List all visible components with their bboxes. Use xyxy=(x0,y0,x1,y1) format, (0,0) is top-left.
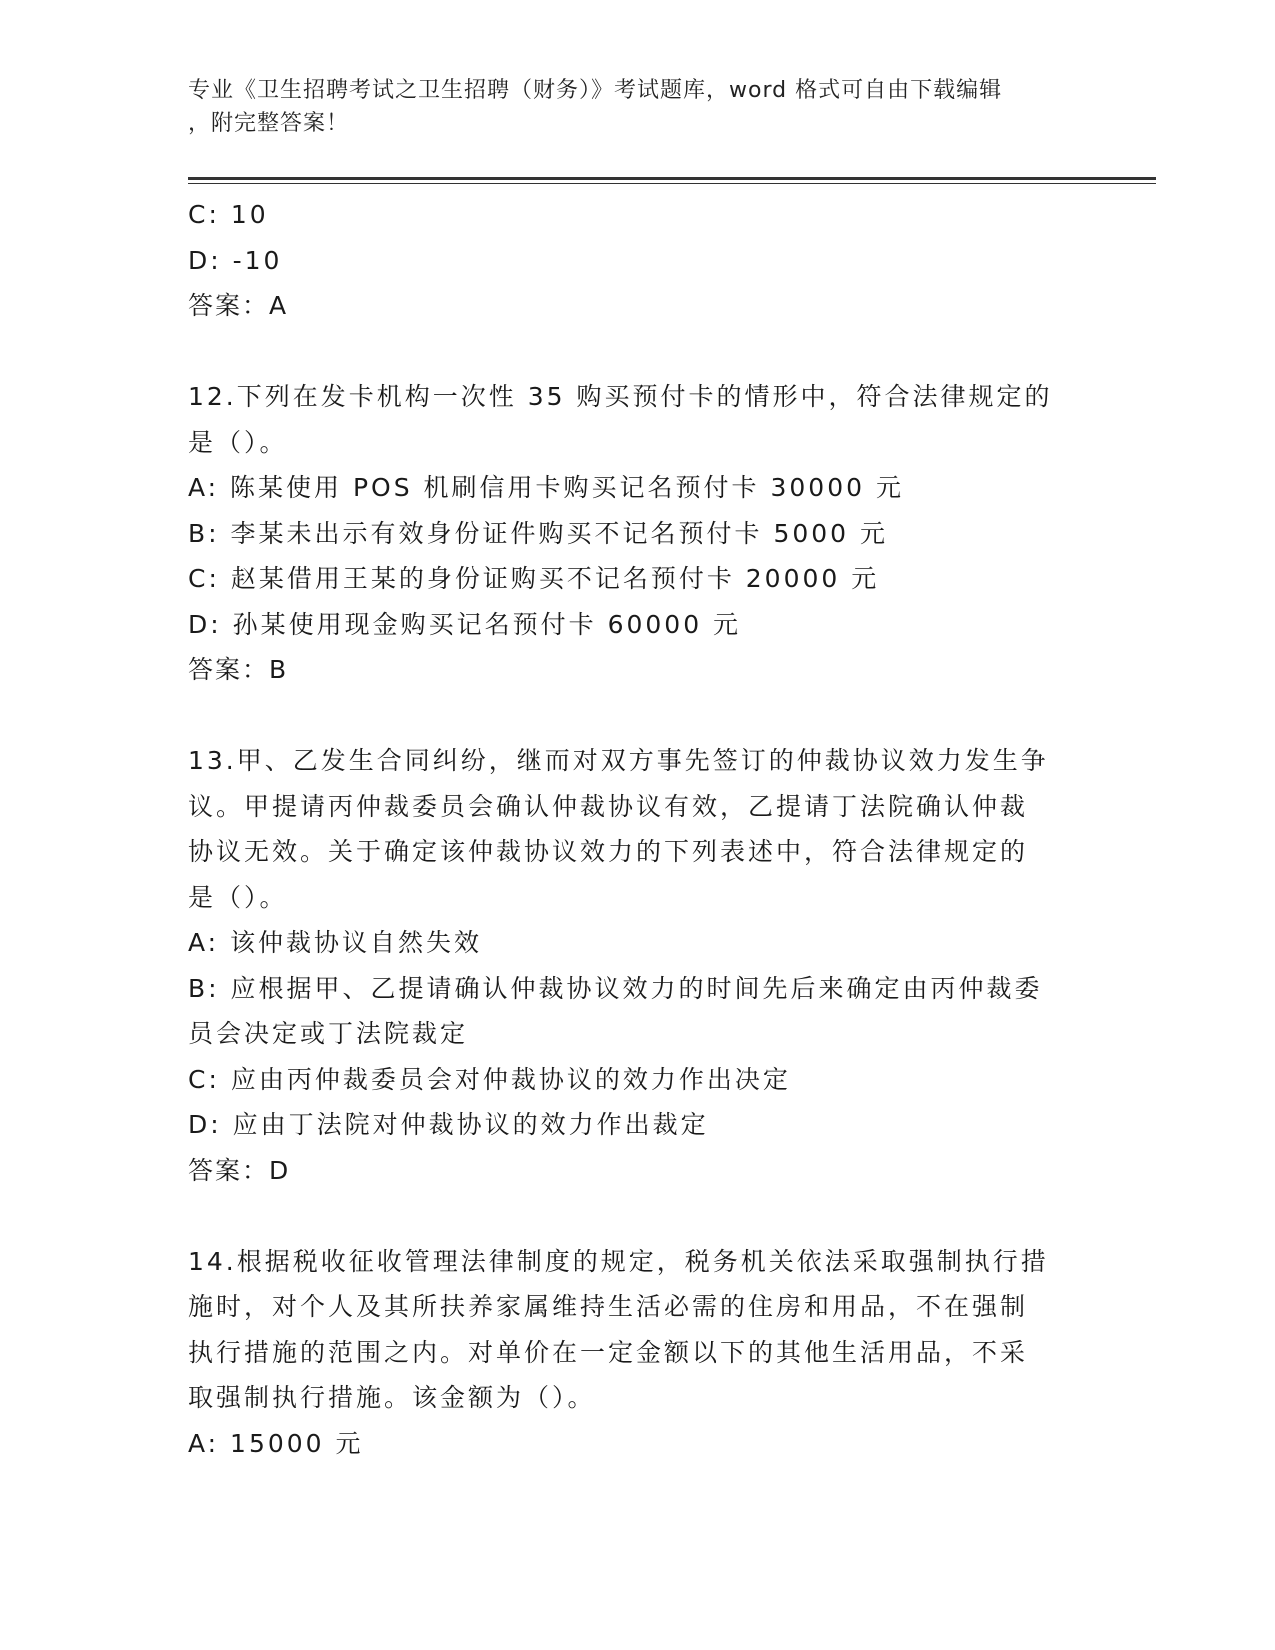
option-b: B: 应根据甲、乙提请确认仲裁协议效力的时间先后来确定由丙仲裁委 xyxy=(188,973,1043,1003)
spacer xyxy=(188,1193,1088,1239)
question-14 xyxy=(188,1239,1088,1467)
option-d: D: 应由丁法院对仲裁协议的效力作出裁定 xyxy=(188,1110,709,1139)
question-stem-line: 协议无效。关于确定该仲裁协议效力的下列表述中，符合法律规定的 xyxy=(188,837,1029,866)
question-stem-line: 13.甲、乙发生合同纠纷，继而对双方事先签订的仲裁协议效力发生争 xyxy=(188,746,1049,775)
option-d: D: 孙某使用现金购买记名预付卡 60000 元 xyxy=(188,609,742,639)
question-stem-line: 12.下列在发卡机构一次性 35 购买预付卡的情形中，符合法律规定的 xyxy=(188,382,1053,411)
option-d: D: -10 xyxy=(188,245,283,275)
question-stem-line: 是（）。 xyxy=(188,427,288,457)
option-a: A: 15000 元 xyxy=(188,1428,364,1458)
question-stem-line: 施时，对个人及其所扶养家属维持生活必需的住房和用品，不在强制 xyxy=(188,1292,1029,1321)
header-title-line-1: 专业《卫生招聘考试之卫生招聘（财务）》考试题库，word 格式可自由下载编辑 xyxy=(188,78,1003,103)
question-stem-line: 14.根据税收征收管理法律制度的规定，税务机关依法采取强制执行措 xyxy=(188,1246,1049,1276)
question-stem-line: 取强制执行措施。该金额为（）。 xyxy=(188,1383,596,1412)
option-a: A: 该仲裁协议自然失效 xyxy=(188,928,483,957)
answer-line: 答案：A xyxy=(188,291,289,320)
question-11-tail xyxy=(188,192,1088,329)
header-title-line-2: ，附完整答案！ xyxy=(188,111,350,136)
option-b-continued: 员会决定或丁法院裁定 xyxy=(188,1019,469,1048)
answer-line: 答案：D xyxy=(188,1155,291,1185)
header-divider-thin xyxy=(188,183,1156,184)
question-12 xyxy=(188,374,1088,693)
question-stem-line: 是（）。 xyxy=(188,882,288,912)
answer-line: 答案：B xyxy=(188,655,289,684)
page-header xyxy=(188,74,1068,140)
option-b: B: 李某未出示有效身份证件购买不记名预付卡 5000 元 xyxy=(188,518,889,548)
question-stem-line: 议。甲提请丙仲裁委员会确认仲裁协议有效，乙提请丁法院确认仲裁 xyxy=(188,791,1029,821)
question-content xyxy=(188,192,1088,1466)
option-c: C: 赵某借用王某的身份证购买不记名预付卡 20000 元 xyxy=(188,564,880,593)
option-a: A: 陈某使用 POS 机刷信用卡购买记名预付卡 30000 元 xyxy=(188,473,904,502)
spacer xyxy=(188,693,1088,739)
header-divider-thick xyxy=(188,177,1156,180)
question-stem-line: 执行措施的范围之内。对单价在一定金额以下的其他生活用品，不采 xyxy=(188,1337,1029,1367)
option-c: C: 10 xyxy=(188,200,269,229)
option-c: C: 应由丙仲裁委员会对仲裁协议的效力作出决定 xyxy=(188,1064,791,1094)
question-13 xyxy=(188,738,1088,1193)
spacer xyxy=(188,329,1088,375)
